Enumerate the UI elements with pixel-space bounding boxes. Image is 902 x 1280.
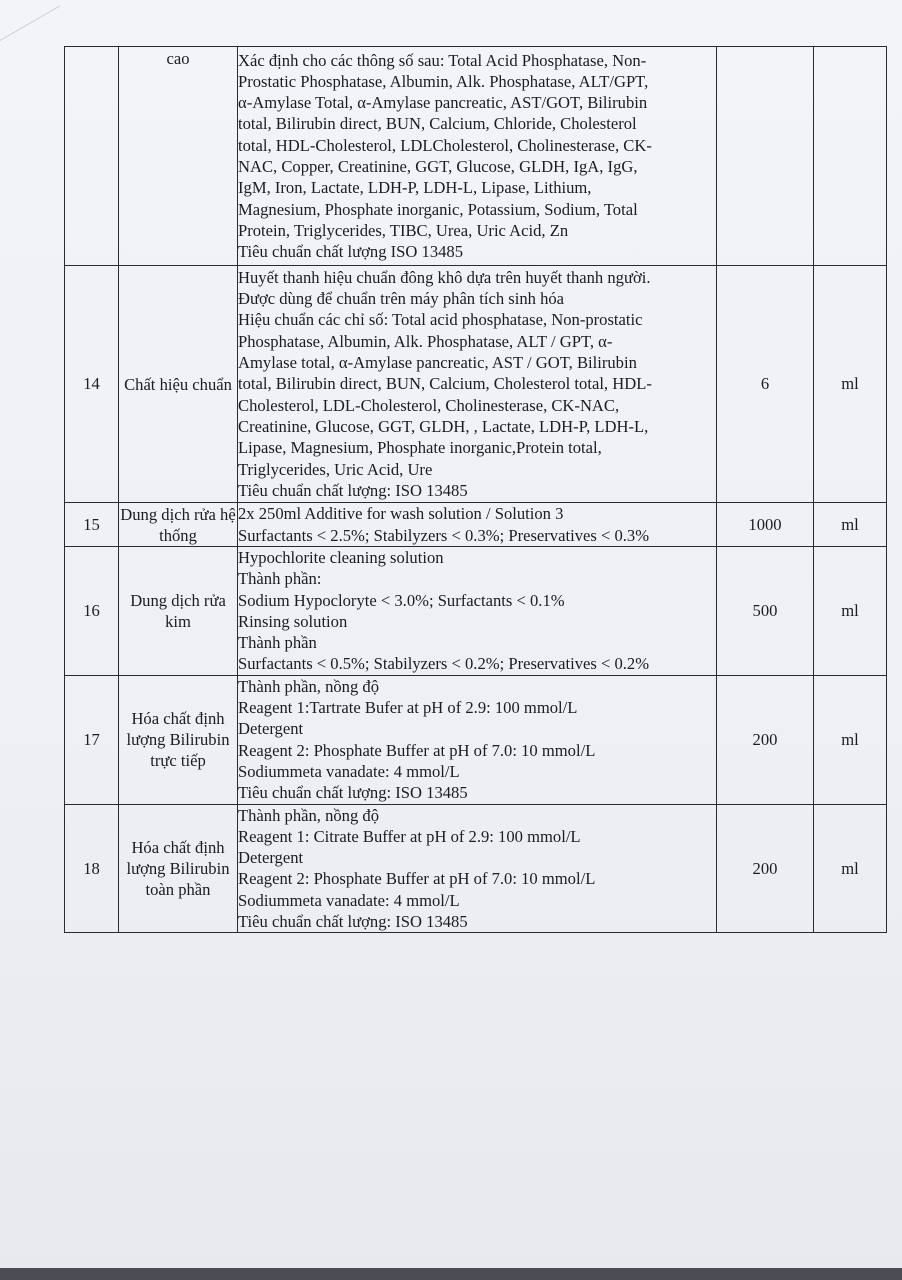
description-line: Detergent (238, 848, 304, 868)
description-line: Magnesium, Phosphate inorganic, Potassium, Sodium, Total (238, 199, 638, 219)
description-line: Thành phần: (238, 569, 322, 589)
item-quantity: 500 (717, 547, 814, 676)
item-description (238, 266, 717, 503)
item-description (238, 675, 717, 804)
description-line: Reagent 2: Phosphate Buffer at pH of 7.0: 10 mmol/L (238, 740, 596, 760)
item-name: Hóa chất định lượng Bilirubin trực tiếp (119, 675, 238, 804)
description-line: Lipase, Magnesium, Phosphate inorganic,Protein total, (238, 438, 602, 458)
row-number: 17 (65, 675, 119, 804)
table-row (65, 266, 887, 503)
page-bottom-edge (0, 1268, 902, 1280)
description-line: Reagent 2: Phosphate Buffer at pH of 7.0: 10 mmol/L (238, 869, 596, 889)
description-line: Reagent 1: Citrate Buffer at pH of 2.9: 100 mmol/L (238, 826, 581, 846)
item-unit: ml (814, 503, 887, 547)
description-line: Huyết thanh hiệu chuẩn đông khô dựa trên huyết thanh người. (238, 267, 651, 287)
description-line: Tiêu chuẩn chất lượng: ISO 13485 (238, 480, 468, 500)
description-line: total, Bilirubin direct, BUN, Calcium, Cholesterol total, HDL- (238, 374, 652, 394)
description-line: Surfactants < 0.5%; Stabilyzers < 0.2%; Preservatives < 0.2% (238, 654, 650, 674)
item-quantity: 1000 (717, 503, 814, 547)
item-description (238, 804, 717, 933)
row-number (65, 47, 119, 266)
item-description (238, 547, 717, 676)
description-line: Detergent (238, 719, 304, 739)
item-name: Dung dịch rửa hệ thống (120, 504, 236, 545)
description-line: Reagent 1:Tartrate Bufer at pH of 2.9: 100 mmol/L (238, 698, 578, 718)
description-line: NAC, Copper, Creatinine, GGT, Glucose, GLDH, IgA, IgG, (238, 157, 638, 176)
item-quantity: 200 (717, 675, 814, 804)
row-number: 18 (65, 804, 119, 933)
row-number: 16 (65, 547, 119, 676)
description-line: total, Bilirubin direct, BUN, Calcium, Chloride, Cholesterol (238, 114, 637, 134)
item-quantity: 200 (717, 804, 814, 933)
description-line: Tiêu chuẩn chất lượng ISO 13485 (238, 242, 464, 262)
item-unit: ml (814, 804, 887, 933)
spec-table (64, 46, 887, 933)
description-line: Được dùng để chuẩn trên máy phân tích sinh hóa (238, 289, 565, 309)
description-line: Hiệu chuẩn các chỉ số: Total acid phosphatase, Non-prostatic (238, 310, 643, 330)
row-number: 14 (65, 266, 119, 503)
page-fold-edge (0, 0, 60, 41)
description-line: Hypochlorite cleaning solution (238, 548, 444, 567)
description-line: Amylase total, α-Amylase pancreatic, AST / GOT, Bilirubin (238, 353, 637, 373)
description-line: Sodiummeta vanadate: 4 mmol/L (238, 761, 460, 781)
description-line: Tiêu chuẩn chất lượng: ISO 13485 (238, 783, 468, 803)
description-line: α-Amylase Total, α-Amylase pancreatic, AST/GOT, Bilirubin (238, 93, 648, 113)
description-line: Rinsing solution (238, 611, 348, 631)
table-row (65, 503, 887, 547)
item-unit: ml (814, 266, 887, 503)
item-description (238, 503, 717, 547)
item-name: Dung dịch rửa kim (119, 547, 238, 676)
description-line: Thành phần, nồng độ (238, 676, 380, 696)
table-row (65, 804, 887, 933)
row-number: 15 (65, 503, 119, 547)
description-line: 2x 250ml Additive for wash solution / Solution 3 (238, 504, 564, 524)
item-quantity: 6 (717, 266, 814, 503)
description-line: Cholesterol, LDL-Cholesterol, Cholinesterase, CK-NAC, (238, 395, 620, 415)
description-line: Xác định cho các thông số sau: Total Acid Phosphatase, Non- (238, 50, 647, 70)
description-line: total, HDL-Cholesterol, LDLCholesterol, Cholinesterase, CK- (238, 135, 652, 155)
item-name: Chất hiệu chuẩn (119, 266, 238, 503)
item-unit: ml (814, 547, 887, 676)
description-line: Sodiummeta vanadate: 4 mmol/L (238, 890, 460, 910)
item-unit (814, 47, 887, 266)
item-name: Hóa chất định lượng Bilirubin toàn phần (119, 804, 238, 933)
description-line: Prostatic Phosphatase, Albumin, Alk. Phosphatase, ALT/GPT, (238, 71, 649, 91)
description-line: Sodium Hypocloryte < 3.0%; Surfactants < 0.1% (238, 590, 565, 610)
description-line: Protein, Triglycerides, TIBC, Urea, Uric Acid, Zn (238, 220, 569, 240)
table-row (65, 675, 887, 804)
item-description (238, 47, 717, 266)
description-line: Tiêu chuẩn chất lượng: ISO 13485 (238, 912, 468, 932)
table-row (65, 547, 887, 676)
description-line: IgM, Iron, Lactate, LDH-P, LDH-L, Lipase, Lithium, (238, 178, 592, 198)
description-line: Thành phần (238, 633, 317, 653)
item-quantity (717, 47, 814, 266)
description-line: Thành phần, nồng độ (238, 805, 380, 825)
description-line: Triglycerides, Uric Acid, Ure (238, 459, 433, 479)
description-line: Surfactants < 2.5%; Stabilyzers < 0.3%; Preservatives < 0.3% (238, 525, 650, 545)
item-name: cao (119, 47, 238, 266)
description-line: Phosphatase, Albumin, Alk. Phosphatase, ALT / GPT, α- (238, 331, 613, 351)
table-row (65, 47, 887, 266)
description-line: Creatinine, Glucose, GGT, GLDH, , Lactate, LDH-P, LDH-L, (238, 416, 649, 436)
item-unit: ml (814, 675, 887, 804)
